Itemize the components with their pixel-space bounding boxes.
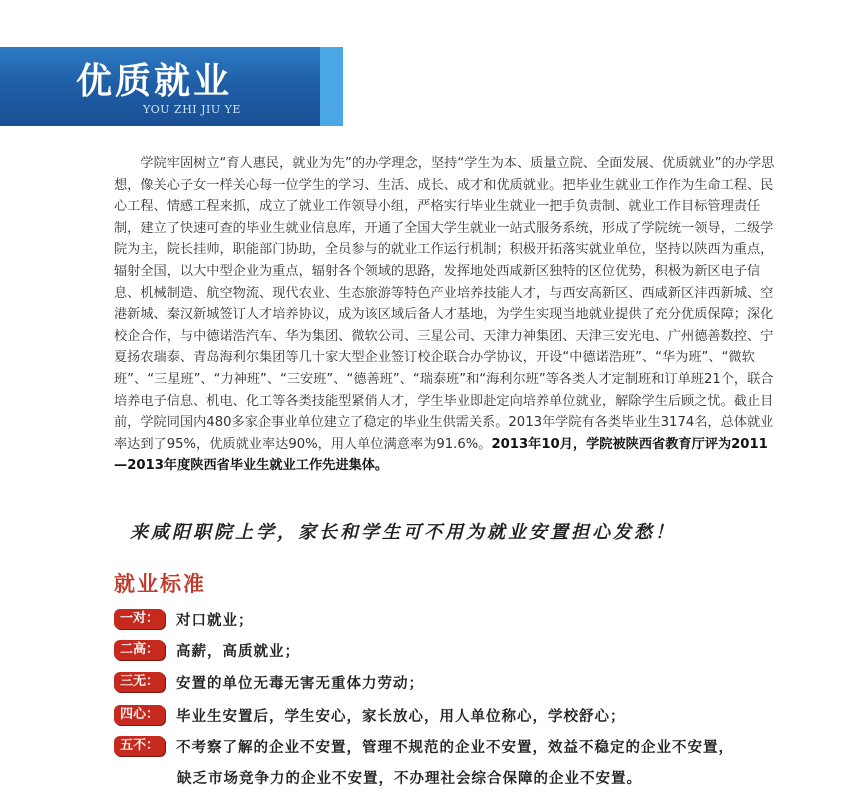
intro-bold-text: 2013年10月，学院被陕西省教育厅评为2011—2013年度陕西省毕业生就业工作先进集体。 [114, 436, 768, 474]
page-title: 优质就业 [76, 60, 233, 102]
intro-body-text: 学院牢固树立“育人惠民，就业为先”的办学理念，坚持“学生为本、质量立院、全面发展、优质就业”的办学思想，像关心子女一样关心每一位学生的学习、生活、成长、成才和优质就业。把毕业生就业工作作为生命工程、民心工程、情感工程来抓，成立了就业工作领导小组，严格实行毕业生就业一把手负责制、就业工作目标管理责任制，建立了快速可查的毕业生就业信息库，开通了全国大学生就业一站式服务系统，形成了学院统一领导，二级学院为主，院长挂帅，职能部门协助，全员参与的就业工作运行机制；积极开拓落实就业单位，坚持以陕西为重点，辐射全国，以大中型企业为重点，辐射各个领域的思路，发挥地处西咸新区独特的区位优势，积极为新区电子信息、机械制造、航空物流、现代农业、生态旅游等特色产业培养技能人才，与西安高新区、西咸新区沣西新城、空港新城、秦汉新城签订人才培养协议，成为该区域后备人才基地，为学生实现当地就业提供了充分优质保障；深化校企合作，与中德诺浩汽车、华为集团、微软公司、三星公司、天津力神集团、天津三安光电、广州德善数控、宁夏扬农瑞泰、青岛海利尔集团等几十家大型企业签订校企联合办学协议，开设“中德诺浩班”、“华为班”、“微软班”、“三星班”、“力神班”、“三安班”、“德善班”、“瑞泰班”和“海利尔班”等各类人才定制班和订单班21个，联合培养电子信息、机电、化工等各类技能型紧俏人才，学生毕业即赴定向培养单位就业，解除学生后顾之忧。截止目前，学院同国内480多家企事业单位建立了稳定的毕业生供需关系。2013年学院有各类毕业生3174名，总体就业率达到了95%，优质就业率达90%，用人单位满意率为91.6%。 [114, 156, 775, 452]
standard-item-5 [114, 735, 734, 757]
standard-badge: 一对： [114, 609, 165, 629]
page-subtitle: YOU ZHI JIU YE [143, 103, 241, 116]
standard-badge: 三无： [114, 672, 165, 692]
standard-text: 安置的单位无毒无害无重体力劳动； [176, 675, 425, 692]
intro-paragraph [114, 153, 778, 477]
standard-item-5-continuation: 缺乏市场竞争力的企业不安置，不办理社会综合保障的企业不安置。 [177, 771, 642, 787]
standard-text: 高薪，高质就业； [176, 643, 301, 660]
standard-badge: 五不： [114, 736, 165, 756]
standard-text: 对口就业； [176, 612, 254, 629]
standard-item-4 [114, 704, 626, 726]
header-banner-accent [320, 47, 343, 126]
standard-text: 毕业生安置后，学生安心，家长放心，用人单位称心，学校舒心； [176, 708, 626, 725]
standard-item-1 [114, 608, 254, 630]
standard-badge: 四心： [114, 705, 165, 725]
standard-text: 不考察了解的企业不安置，管理不规范的企业不安置，效益不稳定的企业不安置， [176, 739, 735, 756]
standard-badge: 二高： [114, 640, 165, 660]
standard-item-2 [114, 639, 300, 661]
slogan: 来咸阳职院上学，家长和学生可不用为就业安置担心发愁！ [130, 522, 676, 543]
standards-title: 就业标准 [114, 572, 206, 596]
standard-item-3 [114, 671, 424, 693]
